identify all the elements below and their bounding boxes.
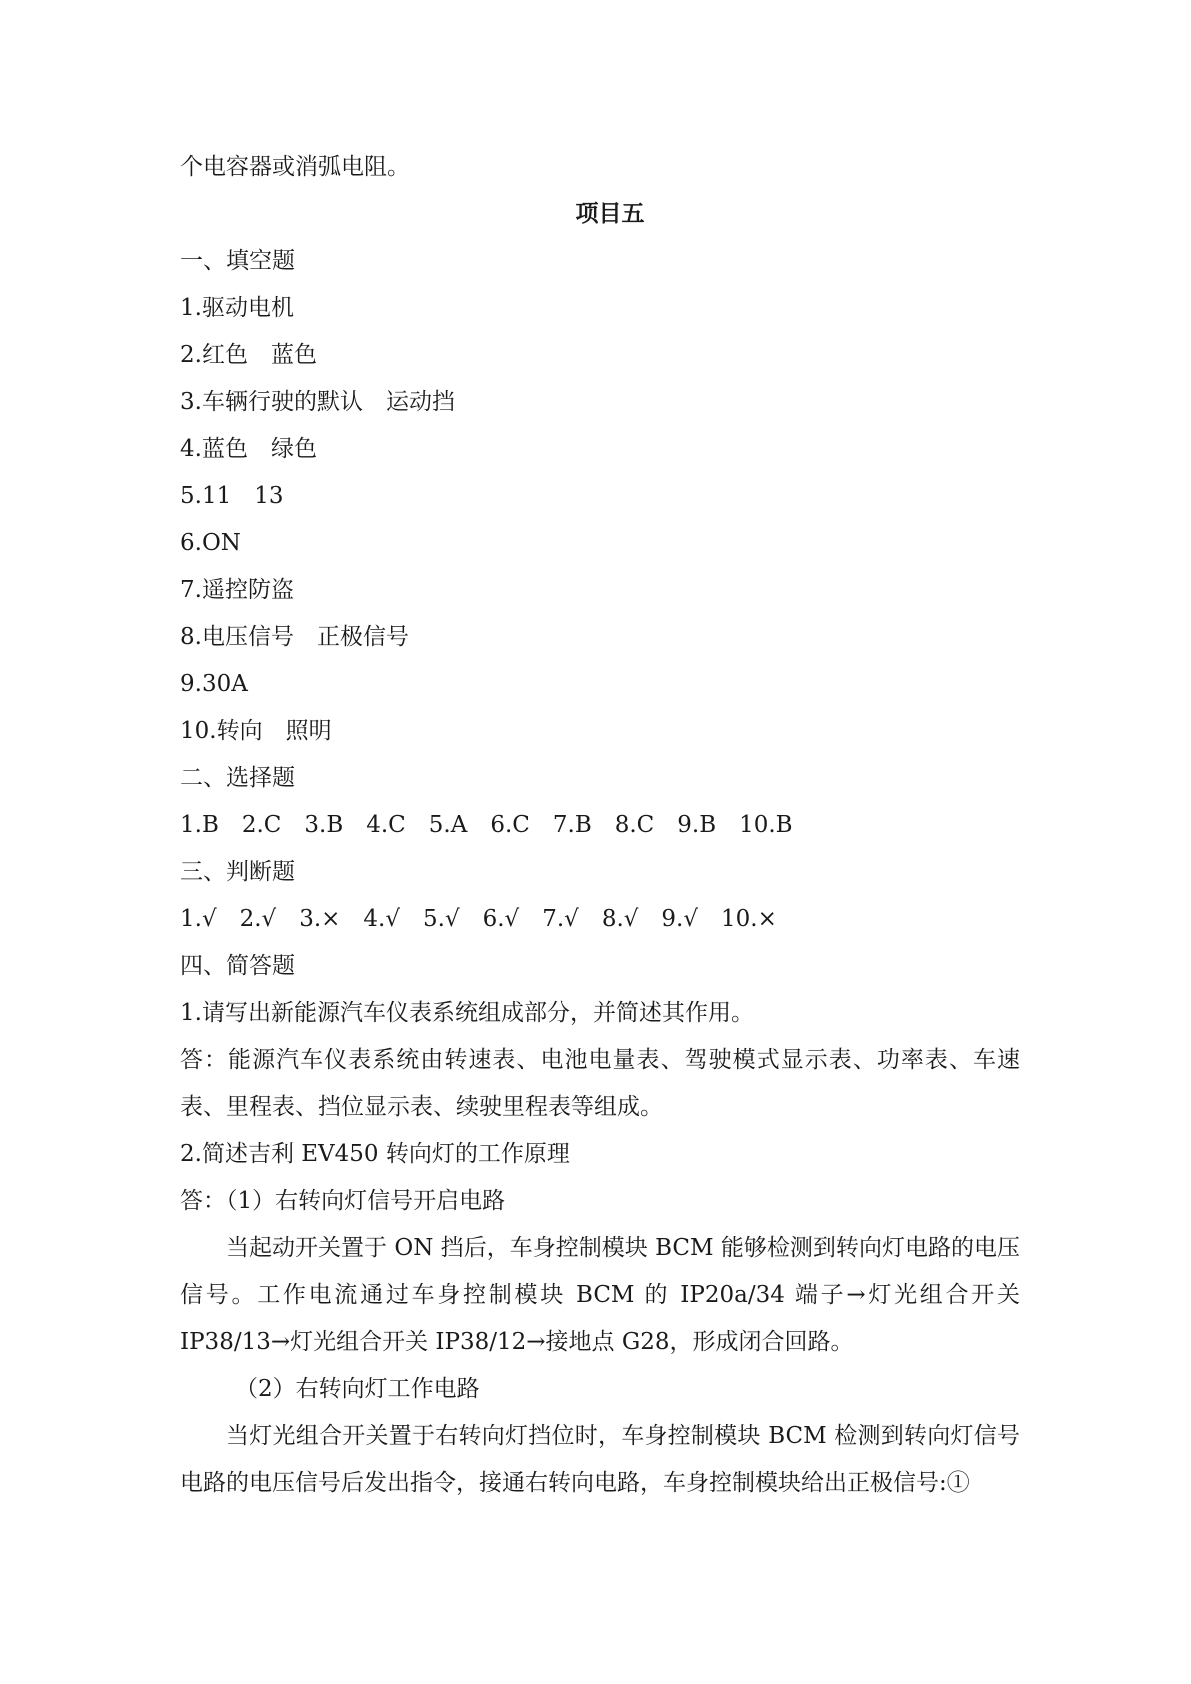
section-title: 项目五 bbox=[575, 201, 645, 227]
answer-2-heading: 答：（1）右转向灯信号开启电路 bbox=[180, 1188, 506, 1214]
fill-blank-item: 9.30A bbox=[180, 671, 248, 697]
choice-heading: 二、选择题 bbox=[180, 765, 295, 791]
fill-blank-item: 6.ON bbox=[180, 530, 241, 556]
answer-2-paragraph-1: 当起动开关置于 ON 挡后，车身控制模块 BCM 能够检测到转向灯电路的电压信号。工作电流通过车身控制模块 BCM 的 IP20a/34 端子→灯光组合开关 IP38/13→灯光组合开关 IP38/12→接地点 G28，形成闭合回路。 bbox=[180, 1235, 1020, 1355]
fill-blank-item: 8.电压信号 正极信号 bbox=[180, 624, 409, 650]
answer-2-paragraph-2: 当灯光组合开关置于右转向灯挡位时，车身控制模块 BCM 检测到转向灯信号电路的电压信号后发出指令，接通右转向电路，车身控制模块给出正极信号:① bbox=[180, 1423, 1020, 1496]
judge-heading: 三、判断题 bbox=[180, 859, 295, 885]
fill-blank-item: 5.11 13 bbox=[180, 483, 284, 509]
fill-blank-item: 7.遥控防盗 bbox=[180, 577, 294, 603]
fill-blank-item: 4.蓝色 绿色 bbox=[180, 436, 317, 462]
fill-blank-item: 1.驱动电机 bbox=[180, 295, 294, 321]
answer-1: 答：能源汽车仪表系统由转速表、电池电量表、驾驶模式显示表、功率表、车速表、里程表、挡位显示表、续驶里程表等组成。 bbox=[180, 1047, 1020, 1120]
fill-blank-heading: 一、填空题 bbox=[180, 248, 295, 274]
fill-blank-item: 3.车辆行驶的默认 运动挡 bbox=[180, 389, 455, 415]
question-1: 1.请写出新能源汽车仪表系统组成部分，并简述其作用。 bbox=[180, 1000, 754, 1026]
fill-blank-item: 10.转向 照明 bbox=[180, 718, 332, 744]
choice-answers: 1.B 2.C 3.B 4.C 5.A 6.C 7.B 8.C 9.B 10.B bbox=[180, 812, 793, 838]
judge-answers: 1.√ 2.√ 3.× 4.√ 5.√ 6.√ 7.√ 8.√ 9.√ 10.× bbox=[180, 906, 777, 932]
intro-tail-text: 个电容器或消弧电阻。 bbox=[180, 154, 410, 180]
document-page bbox=[180, 144, 1020, 1507]
question-2: 2.简述吉利 EV450 转向灯的工作原理 bbox=[180, 1141, 570, 1167]
fill-blank-item: 2.红色 蓝色 bbox=[180, 342, 317, 368]
short-answer-heading: 四、简答题 bbox=[180, 953, 295, 979]
answer-2-subheading-2: （2）右转向灯工作电路 bbox=[235, 1376, 480, 1402]
